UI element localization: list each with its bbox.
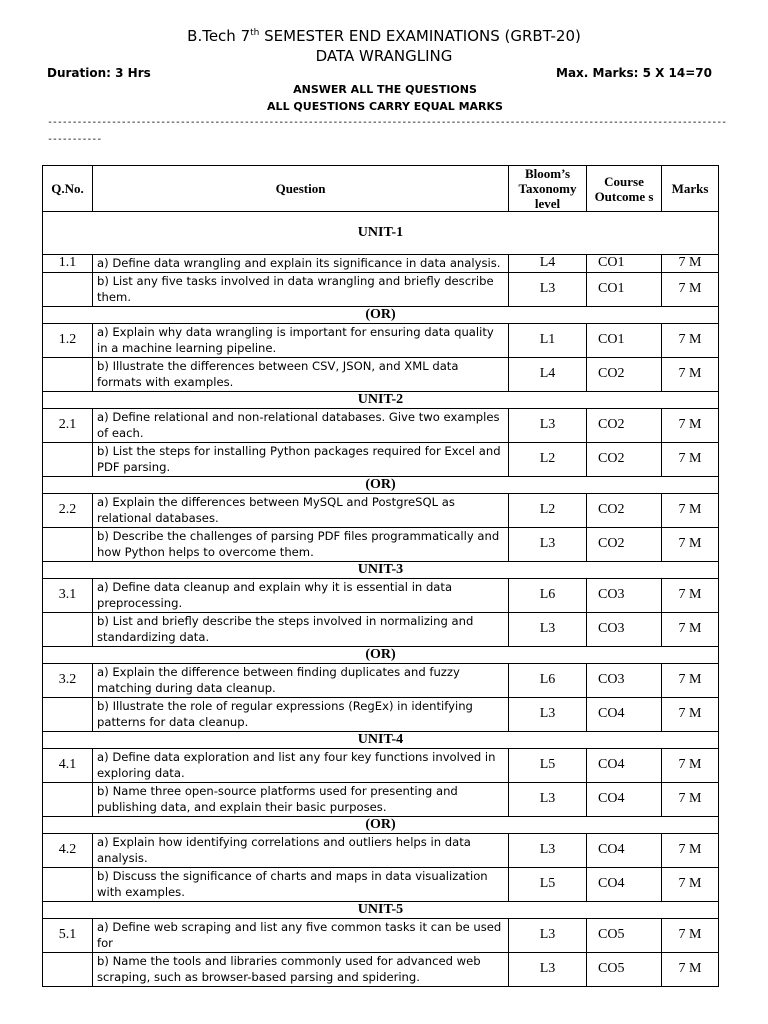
unit-row [43, 561, 719, 578]
question-row [43, 357, 719, 391]
blooms-level: L3 [509, 612, 587, 646]
unit-heading: UNIT-1 [43, 212, 719, 255]
question-marks: 7 M [662, 493, 719, 527]
or-row [43, 646, 719, 663]
or-separator: (OR) [43, 476, 719, 493]
blooms-level: L6 [509, 663, 587, 697]
question-number: 1.1 [43, 255, 93, 273]
question-marks: 7 M [662, 697, 719, 731]
blooms-level: L3 [509, 408, 587, 442]
blooms-level: L5 [509, 867, 587, 901]
header-qno: Q.No. [43, 166, 93, 212]
question-number [43, 442, 93, 476]
course-outcome: CO2 [587, 527, 662, 561]
exam-title [0, 27, 768, 45]
question-marks: 7 M [662, 952, 719, 986]
exam-title-prefix: B.Tech 7 [187, 27, 251, 45]
question-text: a) Define web scraping and list any five common tasks it can be used for [93, 918, 509, 952]
blooms-level: L3 [509, 952, 587, 986]
blooms-level: L3 [509, 272, 587, 306]
question-text: b) Name three open-source platforms used for presenting and publishing data, and explain their basic purposes. [93, 782, 509, 816]
question-number [43, 782, 93, 816]
course-outcome: CO2 [587, 493, 662, 527]
question-number [43, 867, 93, 901]
question-text: a) Explain why data wrangling is important for ensuring data quality in a machine learning pipeline. [93, 323, 509, 357]
question-number [43, 527, 93, 561]
question-text: a) Explain the difference between finding duplicates and fuzzy matching during data cleanup. [93, 663, 509, 697]
question-row [43, 442, 719, 476]
or-separator: (OR) [43, 816, 719, 833]
question-number: 5.1 [43, 918, 93, 952]
blooms-level: L4 [509, 357, 587, 391]
question-text: a) Define data exploration and list any four key functions involved in exploring data. [93, 748, 509, 782]
question-number [43, 612, 93, 646]
question-text: b) List and briefly describe the steps involved in normalizing and standardizing data. [93, 612, 509, 646]
course-outcome: CO4 [587, 697, 662, 731]
exam-title-superscript: th [250, 28, 260, 38]
header-question: Question [93, 166, 509, 212]
course-outcome: CO3 [587, 578, 662, 612]
question-text: b) Illustrate the role of regular expressions (RegEx) in identifying patterns for data cleanup. [93, 697, 509, 731]
question-number: 2.2 [43, 493, 93, 527]
question-row [43, 782, 719, 816]
unit-heading: UNIT-5 [43, 901, 719, 918]
or-row [43, 816, 719, 833]
question-text: b) Discuss the significance of charts and maps in data visualization with examples. [93, 867, 509, 901]
blooms-level: L3 [509, 782, 587, 816]
unit-heading: UNIT-3 [43, 561, 719, 578]
unit-heading: UNIT-4 [43, 731, 719, 748]
question-number: 2.1 [43, 408, 93, 442]
question-text: b) List the steps for installing Python packages required for Excel and PDF parsing. [93, 442, 509, 476]
unit-row [43, 391, 719, 408]
question-marks: 7 M [662, 255, 719, 273]
course-outcome: CO5 [587, 952, 662, 986]
instruction-equal-marks: ALL QUESTIONS CARRY EQUAL MARKS [267, 100, 503, 113]
or-row [43, 306, 719, 323]
question-row [43, 918, 719, 952]
blooms-level: L2 [509, 442, 587, 476]
unit-heading: UNIT-2 [43, 391, 719, 408]
question-row [43, 493, 719, 527]
header-marks: Marks [662, 166, 719, 212]
question-number [43, 952, 93, 986]
unit-row [43, 901, 719, 918]
unit-row [43, 212, 719, 255]
question-number: 3.2 [43, 663, 93, 697]
question-table [42, 165, 719, 987]
question-marks: 7 M [662, 527, 719, 561]
question-text: a) Define data wrangling and explain its significance in data analysis. [93, 255, 509, 273]
question-text: b) Name the tools and libraries commonly used for advanced web scraping, such as browser-based parsing and spidering. [93, 952, 509, 986]
course-outcome: CO2 [587, 357, 662, 391]
question-row [43, 867, 719, 901]
question-marks: 7 M [662, 748, 719, 782]
course-outcome: CO1 [587, 323, 662, 357]
question-marks: 7 M [662, 357, 719, 391]
course-outcome: CO2 [587, 408, 662, 442]
question-table-body [43, 212, 719, 987]
course-outcome: CO3 [587, 663, 662, 697]
question-text: b) Illustrate the differences between CSV, JSON, and XML data formats with examples. [93, 357, 509, 391]
blooms-level: L5 [509, 748, 587, 782]
question-number: 4.2 [43, 833, 93, 867]
or-row [43, 476, 719, 493]
course-outcome: CO5 [587, 918, 662, 952]
blooms-level: L3 [509, 918, 587, 952]
question-marks: 7 M [662, 867, 719, 901]
question-text: b) List any five tasks involved in data wrangling and briefly describe them. [93, 272, 509, 306]
question-number: 3.1 [43, 578, 93, 612]
question-marks: 7 M [662, 612, 719, 646]
instruction-answer-all: ANSWER ALL THE QUESTIONS [293, 83, 477, 96]
question-marks: 7 M [662, 323, 719, 357]
course-outcome: CO2 [587, 442, 662, 476]
blooms-level: L3 [509, 697, 587, 731]
question-text: a) Explain the differences between MySQL and PostgreSQL as relational databases. [93, 493, 509, 527]
unit-row [43, 731, 719, 748]
dashed-separator: ----------------------------------------------------------------------------------------------------------------------------------------------------- [47, 117, 727, 144]
blooms-level: L3 [509, 833, 587, 867]
question-marks: 7 M [662, 272, 719, 306]
question-number [43, 697, 93, 731]
question-number: 4.1 [43, 748, 93, 782]
question-row [43, 578, 719, 612]
question-row [43, 748, 719, 782]
question-row [43, 255, 719, 273]
question-row [43, 833, 719, 867]
question-row [43, 408, 719, 442]
question-row [43, 952, 719, 986]
question-number [43, 272, 93, 306]
header-course-outcome: Course Outcome s [587, 166, 662, 212]
question-number [43, 357, 93, 391]
course-outcome: CO4 [587, 833, 662, 867]
header-blooms-level: Bloom’s Taxonomy level [509, 166, 587, 212]
question-row [43, 663, 719, 697]
question-marks: 7 M [662, 663, 719, 697]
course-outcome: CO4 [587, 782, 662, 816]
question-row [43, 612, 719, 646]
course-outcome: CO4 [587, 748, 662, 782]
question-row [43, 527, 719, 561]
question-row [43, 323, 719, 357]
blooms-level: L4 [509, 255, 587, 273]
course-outcome: CO1 [587, 255, 662, 273]
question-marks: 7 M [662, 833, 719, 867]
or-separator: (OR) [43, 646, 719, 663]
blooms-level: L2 [509, 493, 587, 527]
question-marks: 7 M [662, 408, 719, 442]
question-marks: 7 M [662, 918, 719, 952]
blooms-level: L3 [509, 527, 587, 561]
question-marks: 7 M [662, 578, 719, 612]
table-header-row [43, 166, 719, 212]
question-number: 1.2 [43, 323, 93, 357]
exam-title-suffix: SEMESTER END EXAMINATIONS (GRBT-20) [259, 27, 581, 45]
question-text: a) Explain how identifying correlations and outliers helps in data analysis. [93, 833, 509, 867]
question-row [43, 272, 719, 306]
blooms-level: L6 [509, 578, 587, 612]
blooms-level: L1 [509, 323, 587, 357]
duration-label: Duration: 3 Hrs [47, 66, 151, 80]
question-row [43, 697, 719, 731]
question-text: a) Define data cleanup and explain why it is essential in data preprocessing. [93, 578, 509, 612]
subject-title: DATA WRANGLING [315, 47, 453, 65]
max-marks-label: Max. Marks: 5 X 14=70 [556, 66, 712, 80]
course-outcome: CO1 [587, 272, 662, 306]
question-marks: 7 M [662, 442, 719, 476]
question-text: b) Describe the challenges of parsing PDF files programmatically and how Python helps to overcome them. [93, 527, 509, 561]
course-outcome: CO4 [587, 867, 662, 901]
question-text: a) Define relational and non-relational databases. Give two examples of each. [93, 408, 509, 442]
question-marks: 7 M [662, 782, 719, 816]
or-separator: (OR) [43, 306, 719, 323]
course-outcome: CO3 [587, 612, 662, 646]
